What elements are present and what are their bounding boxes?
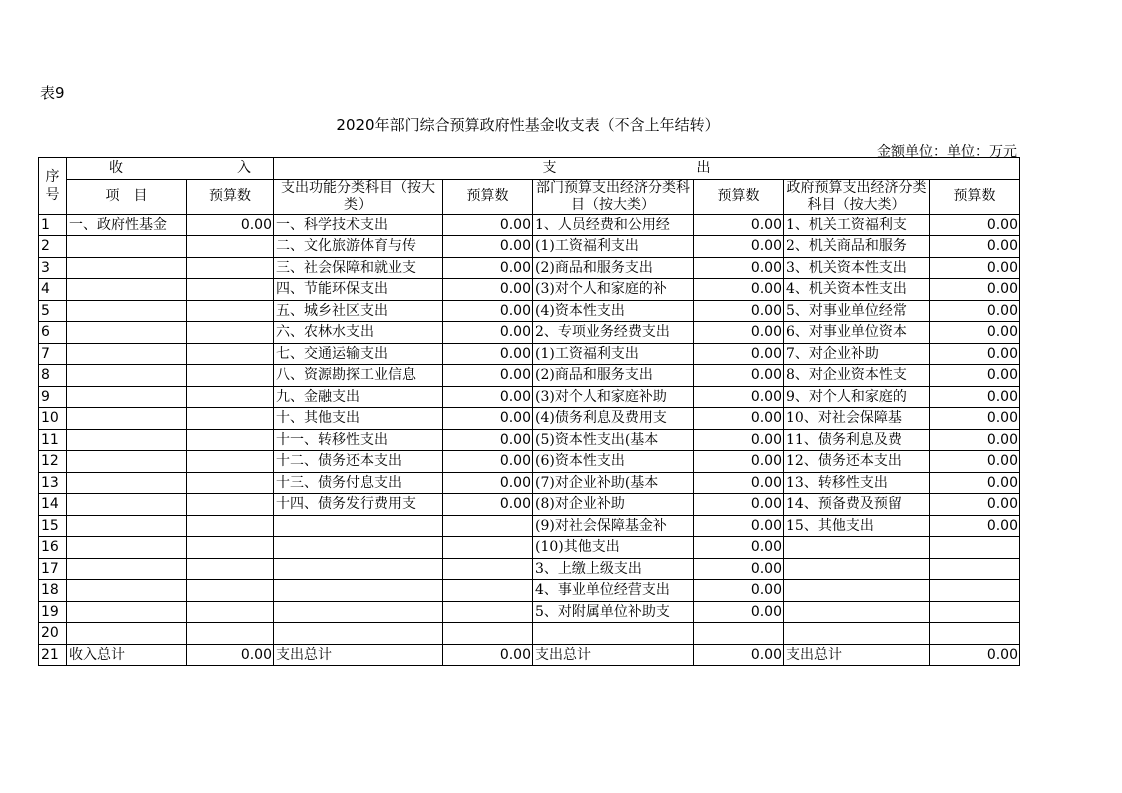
row-number: 19 bbox=[39, 601, 67, 623]
expense-header bbox=[274, 158, 1020, 180]
func-budget bbox=[443, 558, 533, 580]
gov-econ-item: 5、对事业单位经常 bbox=[784, 300, 930, 322]
dept-budget: 0.00 bbox=[694, 408, 784, 430]
func-class-item bbox=[274, 537, 443, 559]
income-budget bbox=[187, 386, 274, 408]
row-number: 15 bbox=[39, 515, 67, 537]
gov-budget: 0.00 bbox=[930, 386, 1020, 408]
income-item bbox=[67, 623, 187, 645]
expense-header-b: 出 bbox=[696, 159, 711, 176]
row-number: 5 bbox=[39, 300, 67, 322]
income-budget bbox=[187, 300, 274, 322]
income-item bbox=[67, 601, 187, 623]
gov-budget: 0.00 bbox=[930, 236, 1020, 258]
income-item bbox=[67, 472, 187, 494]
dept-budget bbox=[694, 623, 784, 645]
dept-budget: 0.00 bbox=[694, 236, 784, 258]
func-budget bbox=[443, 601, 533, 623]
row-number: 3 bbox=[39, 257, 67, 279]
row-number: 21 bbox=[39, 644, 67, 666]
func-class-item: 十、其他支出 bbox=[274, 408, 443, 430]
row-number: 12 bbox=[39, 451, 67, 473]
gov-budget bbox=[930, 623, 1020, 645]
table-row bbox=[39, 644, 1020, 666]
row-number: 8 bbox=[39, 365, 67, 387]
gov-budget: 0.00 bbox=[930, 408, 1020, 430]
income-budget bbox=[187, 601, 274, 623]
income-budget bbox=[187, 322, 274, 344]
func-budget: 0.00 bbox=[443, 386, 533, 408]
table-row bbox=[39, 236, 1020, 258]
row-number: 17 bbox=[39, 558, 67, 580]
income-item bbox=[67, 408, 187, 430]
row-number: 1 bbox=[39, 214, 67, 236]
income-item bbox=[67, 300, 187, 322]
func-class-item: 一、科学技术支出 bbox=[274, 214, 443, 236]
func-class-item: 四、节能环保支出 bbox=[274, 279, 443, 301]
dept-budget: 0.00 bbox=[694, 537, 784, 559]
income-budget bbox=[187, 408, 274, 430]
gov-econ-item: 15、其他支出 bbox=[784, 515, 930, 537]
dept-econ-item: (4)债务利息及费用支 bbox=[533, 408, 694, 430]
dept-budget: 0.00 bbox=[694, 472, 784, 494]
income-budget bbox=[187, 429, 274, 451]
table-row bbox=[39, 365, 1020, 387]
dept-budget-header: 预算数 bbox=[694, 179, 784, 214]
func-class-item bbox=[274, 515, 443, 537]
gov-econ-item bbox=[784, 623, 930, 645]
dept-budget: 0.00 bbox=[694, 300, 784, 322]
dept-econ-item: (5)资本性支出(基本 bbox=[533, 429, 694, 451]
gov-budget-header: 预算数 bbox=[930, 179, 1020, 214]
table-row bbox=[39, 623, 1020, 645]
dept-econ-header: 部门预算支出经济分类科目（按大类） bbox=[533, 179, 694, 214]
gov-econ-item: 6、对事业单位资本 bbox=[784, 322, 930, 344]
dept-budget: 0.00 bbox=[694, 365, 784, 387]
gov-econ-item: 支出总计 bbox=[784, 644, 930, 666]
income-item bbox=[67, 365, 187, 387]
expense-header-a: 支 bbox=[542, 159, 557, 176]
income-item bbox=[67, 558, 187, 580]
income-header-b: 入 bbox=[237, 159, 251, 176]
row-number: 14 bbox=[39, 494, 67, 516]
func-budget: 0.00 bbox=[443, 214, 533, 236]
func-budget-header: 预算数 bbox=[443, 179, 533, 214]
gov-econ-item: 9、对个人和家庭的 bbox=[784, 386, 930, 408]
dept-budget: 0.00 bbox=[694, 279, 784, 301]
income-item bbox=[67, 279, 187, 301]
gov-budget: 0.00 bbox=[930, 279, 1020, 301]
func-budget: 0.00 bbox=[443, 429, 533, 451]
row-number: 7 bbox=[39, 343, 67, 365]
gov-econ-item: 10、对社会保障基 bbox=[784, 408, 930, 430]
gov-budget: 0.00 bbox=[930, 451, 1020, 473]
gov-budget: 0.00 bbox=[930, 300, 1020, 322]
gov-budget: 0.00 bbox=[930, 515, 1020, 537]
table-row bbox=[39, 408, 1020, 430]
income-budget bbox=[187, 257, 274, 279]
gov-budget bbox=[930, 601, 1020, 623]
func-class-item: 二、文化旅游体育与传 bbox=[274, 236, 443, 258]
gov-econ-item: 14、预备费及预留 bbox=[784, 494, 930, 516]
dept-budget: 0.00 bbox=[694, 386, 784, 408]
func-budget: 0.00 bbox=[443, 451, 533, 473]
gov-budget: 0.00 bbox=[930, 365, 1020, 387]
seq-header: 序号 bbox=[39, 158, 67, 215]
func-class-item: 七、交通运输支出 bbox=[274, 343, 443, 365]
income-budget bbox=[187, 580, 274, 602]
income-budget: 0.00 bbox=[187, 214, 274, 236]
table-row bbox=[39, 279, 1020, 301]
gov-budget: 0.00 bbox=[930, 214, 1020, 236]
income-item bbox=[67, 343, 187, 365]
func-budget bbox=[443, 537, 533, 559]
table-row bbox=[39, 429, 1020, 451]
dept-budget: 0.00 bbox=[694, 515, 784, 537]
table-row bbox=[39, 537, 1020, 559]
func-class-item bbox=[274, 601, 443, 623]
dept-econ-item: (8)对企业补助 bbox=[533, 494, 694, 516]
income-budget bbox=[187, 623, 274, 645]
budget-table bbox=[38, 157, 1020, 666]
dept-budget: 0.00 bbox=[694, 257, 784, 279]
table-row bbox=[39, 580, 1020, 602]
gov-budget bbox=[930, 558, 1020, 580]
table-row bbox=[39, 601, 1020, 623]
func-class-item: 九、金融支出 bbox=[274, 386, 443, 408]
table-row bbox=[39, 343, 1020, 365]
gov-econ-item: 12、债务还本支出 bbox=[784, 451, 930, 473]
gov-econ-item bbox=[784, 558, 930, 580]
func-budget: 0.00 bbox=[443, 365, 533, 387]
table-row bbox=[39, 494, 1020, 516]
func-class-item bbox=[274, 623, 443, 645]
func-class-item bbox=[274, 558, 443, 580]
dept-budget: 0.00 bbox=[694, 429, 784, 451]
gov-econ-item: 8、对企业资本性支 bbox=[784, 365, 930, 387]
gov-econ-item: 1、机关工资福利支 bbox=[784, 214, 930, 236]
func-budget bbox=[443, 515, 533, 537]
income-budget-header: 预算数 bbox=[187, 179, 274, 214]
func-budget: 0.00 bbox=[443, 300, 533, 322]
table-row bbox=[39, 386, 1020, 408]
func-class-item: 支出总计 bbox=[274, 644, 443, 666]
gov-budget bbox=[930, 580, 1020, 602]
dept-econ-item: (2)商品和服务支出 bbox=[533, 257, 694, 279]
income-item: 收入总计 bbox=[67, 644, 187, 666]
dept-econ-item: 1、人员经费和公用经 bbox=[533, 214, 694, 236]
dept-econ-item: (9)对社会保障基金补 bbox=[533, 515, 694, 537]
dept-budget: 0.00 bbox=[694, 580, 784, 602]
dept-econ-item: 4、事业单位经营支出 bbox=[533, 580, 694, 602]
table-row bbox=[39, 214, 1020, 236]
gov-budget: 0.00 bbox=[930, 429, 1020, 451]
dept-budget: 0.00 bbox=[694, 322, 784, 344]
income-item bbox=[67, 322, 187, 344]
func-budget: 0.00 bbox=[443, 279, 533, 301]
gov-budget: 0.00 bbox=[930, 494, 1020, 516]
gov-econ-item: 2、机关商品和服务 bbox=[784, 236, 930, 258]
func-budget: 0.00 bbox=[443, 322, 533, 344]
income-budget bbox=[187, 365, 274, 387]
gov-econ-item: 13、转移性支出 bbox=[784, 472, 930, 494]
func-class-item bbox=[274, 580, 443, 602]
gov-econ-item: 4、机关资本性支出 bbox=[784, 279, 930, 301]
table-row bbox=[39, 515, 1020, 537]
gov-budget: 0.00 bbox=[930, 257, 1020, 279]
income-item bbox=[67, 451, 187, 473]
dept-econ-item: 2、专项业务经费支出 bbox=[533, 322, 694, 344]
income-budget bbox=[187, 343, 274, 365]
gov-budget: 0.00 bbox=[930, 343, 1020, 365]
func-budget: 0.00 bbox=[443, 472, 533, 494]
row-number: 4 bbox=[39, 279, 67, 301]
row-number: 9 bbox=[39, 386, 67, 408]
income-item bbox=[67, 429, 187, 451]
income-item: 一、政府性基金 bbox=[67, 214, 187, 236]
dept-econ-item: (7)对企业补助(基本 bbox=[533, 472, 694, 494]
row-number: 16 bbox=[39, 537, 67, 559]
page-title: 2020年部门综合预算政府性基金收支表（不含上年结转） bbox=[336, 116, 720, 134]
gov-econ-item: 7、对企业补助 bbox=[784, 343, 930, 365]
row-number: 13 bbox=[39, 472, 67, 494]
dept-budget: 0.00 bbox=[694, 644, 784, 666]
income-header bbox=[67, 158, 274, 180]
gov-budget: 0.00 bbox=[930, 322, 1020, 344]
gov-econ-item bbox=[784, 601, 930, 623]
income-item bbox=[67, 494, 187, 516]
dept-econ-item: (3)对个人和家庭的补 bbox=[533, 279, 694, 301]
gov-econ-item: 11、债务利息及费 bbox=[784, 429, 930, 451]
func-budget: 0.00 bbox=[443, 257, 533, 279]
dept-budget: 0.00 bbox=[694, 601, 784, 623]
func-budget: 0.00 bbox=[443, 236, 533, 258]
income-budget bbox=[187, 236, 274, 258]
dept-budget: 0.00 bbox=[694, 343, 784, 365]
dept-econ-item: (1)工资福利支出 bbox=[533, 343, 694, 365]
dept-budget: 0.00 bbox=[694, 214, 784, 236]
func-class-item: 八、资源勘探工业信息 bbox=[274, 365, 443, 387]
gov-budget: 0.00 bbox=[930, 472, 1020, 494]
table-row bbox=[39, 451, 1020, 473]
income-budget bbox=[187, 515, 274, 537]
dept-econ-item: (2)商品和服务支出 bbox=[533, 365, 694, 387]
table-number: 表9 bbox=[40, 84, 65, 102]
dept-budget: 0.00 bbox=[694, 494, 784, 516]
func-class-item: 五、城乡社区支出 bbox=[274, 300, 443, 322]
func-class-header: 支出功能分类科目（按大类） bbox=[274, 179, 443, 214]
func-class-item: 三、社会保障和就业支 bbox=[274, 257, 443, 279]
func-class-item: 十三、债务付息支出 bbox=[274, 472, 443, 494]
func-class-item: 十一、转移性支出 bbox=[274, 429, 443, 451]
gov-econ-header: 政府预算支出经济分类科目（按大类） bbox=[784, 179, 930, 214]
table-row bbox=[39, 472, 1020, 494]
dept-econ-item: 3、上缴上级支出 bbox=[533, 558, 694, 580]
income-item bbox=[67, 236, 187, 258]
row-number: 11 bbox=[39, 429, 67, 451]
income-budget bbox=[187, 558, 274, 580]
dept-econ-item: (1)工资福利支出 bbox=[533, 236, 694, 258]
table-row bbox=[39, 558, 1020, 580]
gov-budget: 0.00 bbox=[930, 644, 1020, 666]
dept-econ-item: 支出总计 bbox=[533, 644, 694, 666]
income-budget bbox=[187, 494, 274, 516]
income-budget bbox=[187, 537, 274, 559]
gov-econ-item bbox=[784, 580, 930, 602]
income-item bbox=[67, 386, 187, 408]
income-item bbox=[67, 580, 187, 602]
income-budget bbox=[187, 279, 274, 301]
income-budget: 0.00 bbox=[187, 644, 274, 666]
row-number: 6 bbox=[39, 322, 67, 344]
income-budget bbox=[187, 451, 274, 473]
gov-econ-item: 3、机关资本性支出 bbox=[784, 257, 930, 279]
income-budget bbox=[187, 472, 274, 494]
income-item bbox=[67, 515, 187, 537]
gov-budget bbox=[930, 537, 1020, 559]
dept-econ-item: (4)资本性支出 bbox=[533, 300, 694, 322]
dept-budget: 0.00 bbox=[694, 451, 784, 473]
func-budget: 0.00 bbox=[443, 644, 533, 666]
func-budget bbox=[443, 623, 533, 645]
func-class-item: 十四、债务发行费用支 bbox=[274, 494, 443, 516]
row-number: 18 bbox=[39, 580, 67, 602]
func-budget: 0.00 bbox=[443, 343, 533, 365]
gov-econ-item bbox=[784, 537, 930, 559]
dept-econ-item: (6)资本性支出 bbox=[533, 451, 694, 473]
unit-label: 金额单位：单位：万元 bbox=[877, 144, 1017, 160]
dept-budget: 0.00 bbox=[694, 558, 784, 580]
item-header: 项 目 bbox=[67, 179, 187, 214]
dept-econ-item: (10)其他支出 bbox=[533, 537, 694, 559]
func-budget: 0.00 bbox=[443, 494, 533, 516]
income-item bbox=[67, 257, 187, 279]
dept-econ-item bbox=[533, 623, 694, 645]
table-row bbox=[39, 300, 1020, 322]
dept-econ-item: (3)对个人和家庭补助 bbox=[533, 386, 694, 408]
row-number: 10 bbox=[39, 408, 67, 430]
table-row bbox=[39, 257, 1020, 279]
func-class-item: 六、农林水支出 bbox=[274, 322, 443, 344]
row-number: 20 bbox=[39, 623, 67, 645]
table-row bbox=[39, 322, 1020, 344]
income-header-a: 收 bbox=[109, 159, 123, 176]
func-budget bbox=[443, 580, 533, 602]
row-number: 2 bbox=[39, 236, 67, 258]
dept-econ-item: 5、对附属单位补助支 bbox=[533, 601, 694, 623]
func-budget: 0.00 bbox=[443, 408, 533, 430]
income-item bbox=[67, 537, 187, 559]
func-class-item: 十二、债务还本支出 bbox=[274, 451, 443, 473]
